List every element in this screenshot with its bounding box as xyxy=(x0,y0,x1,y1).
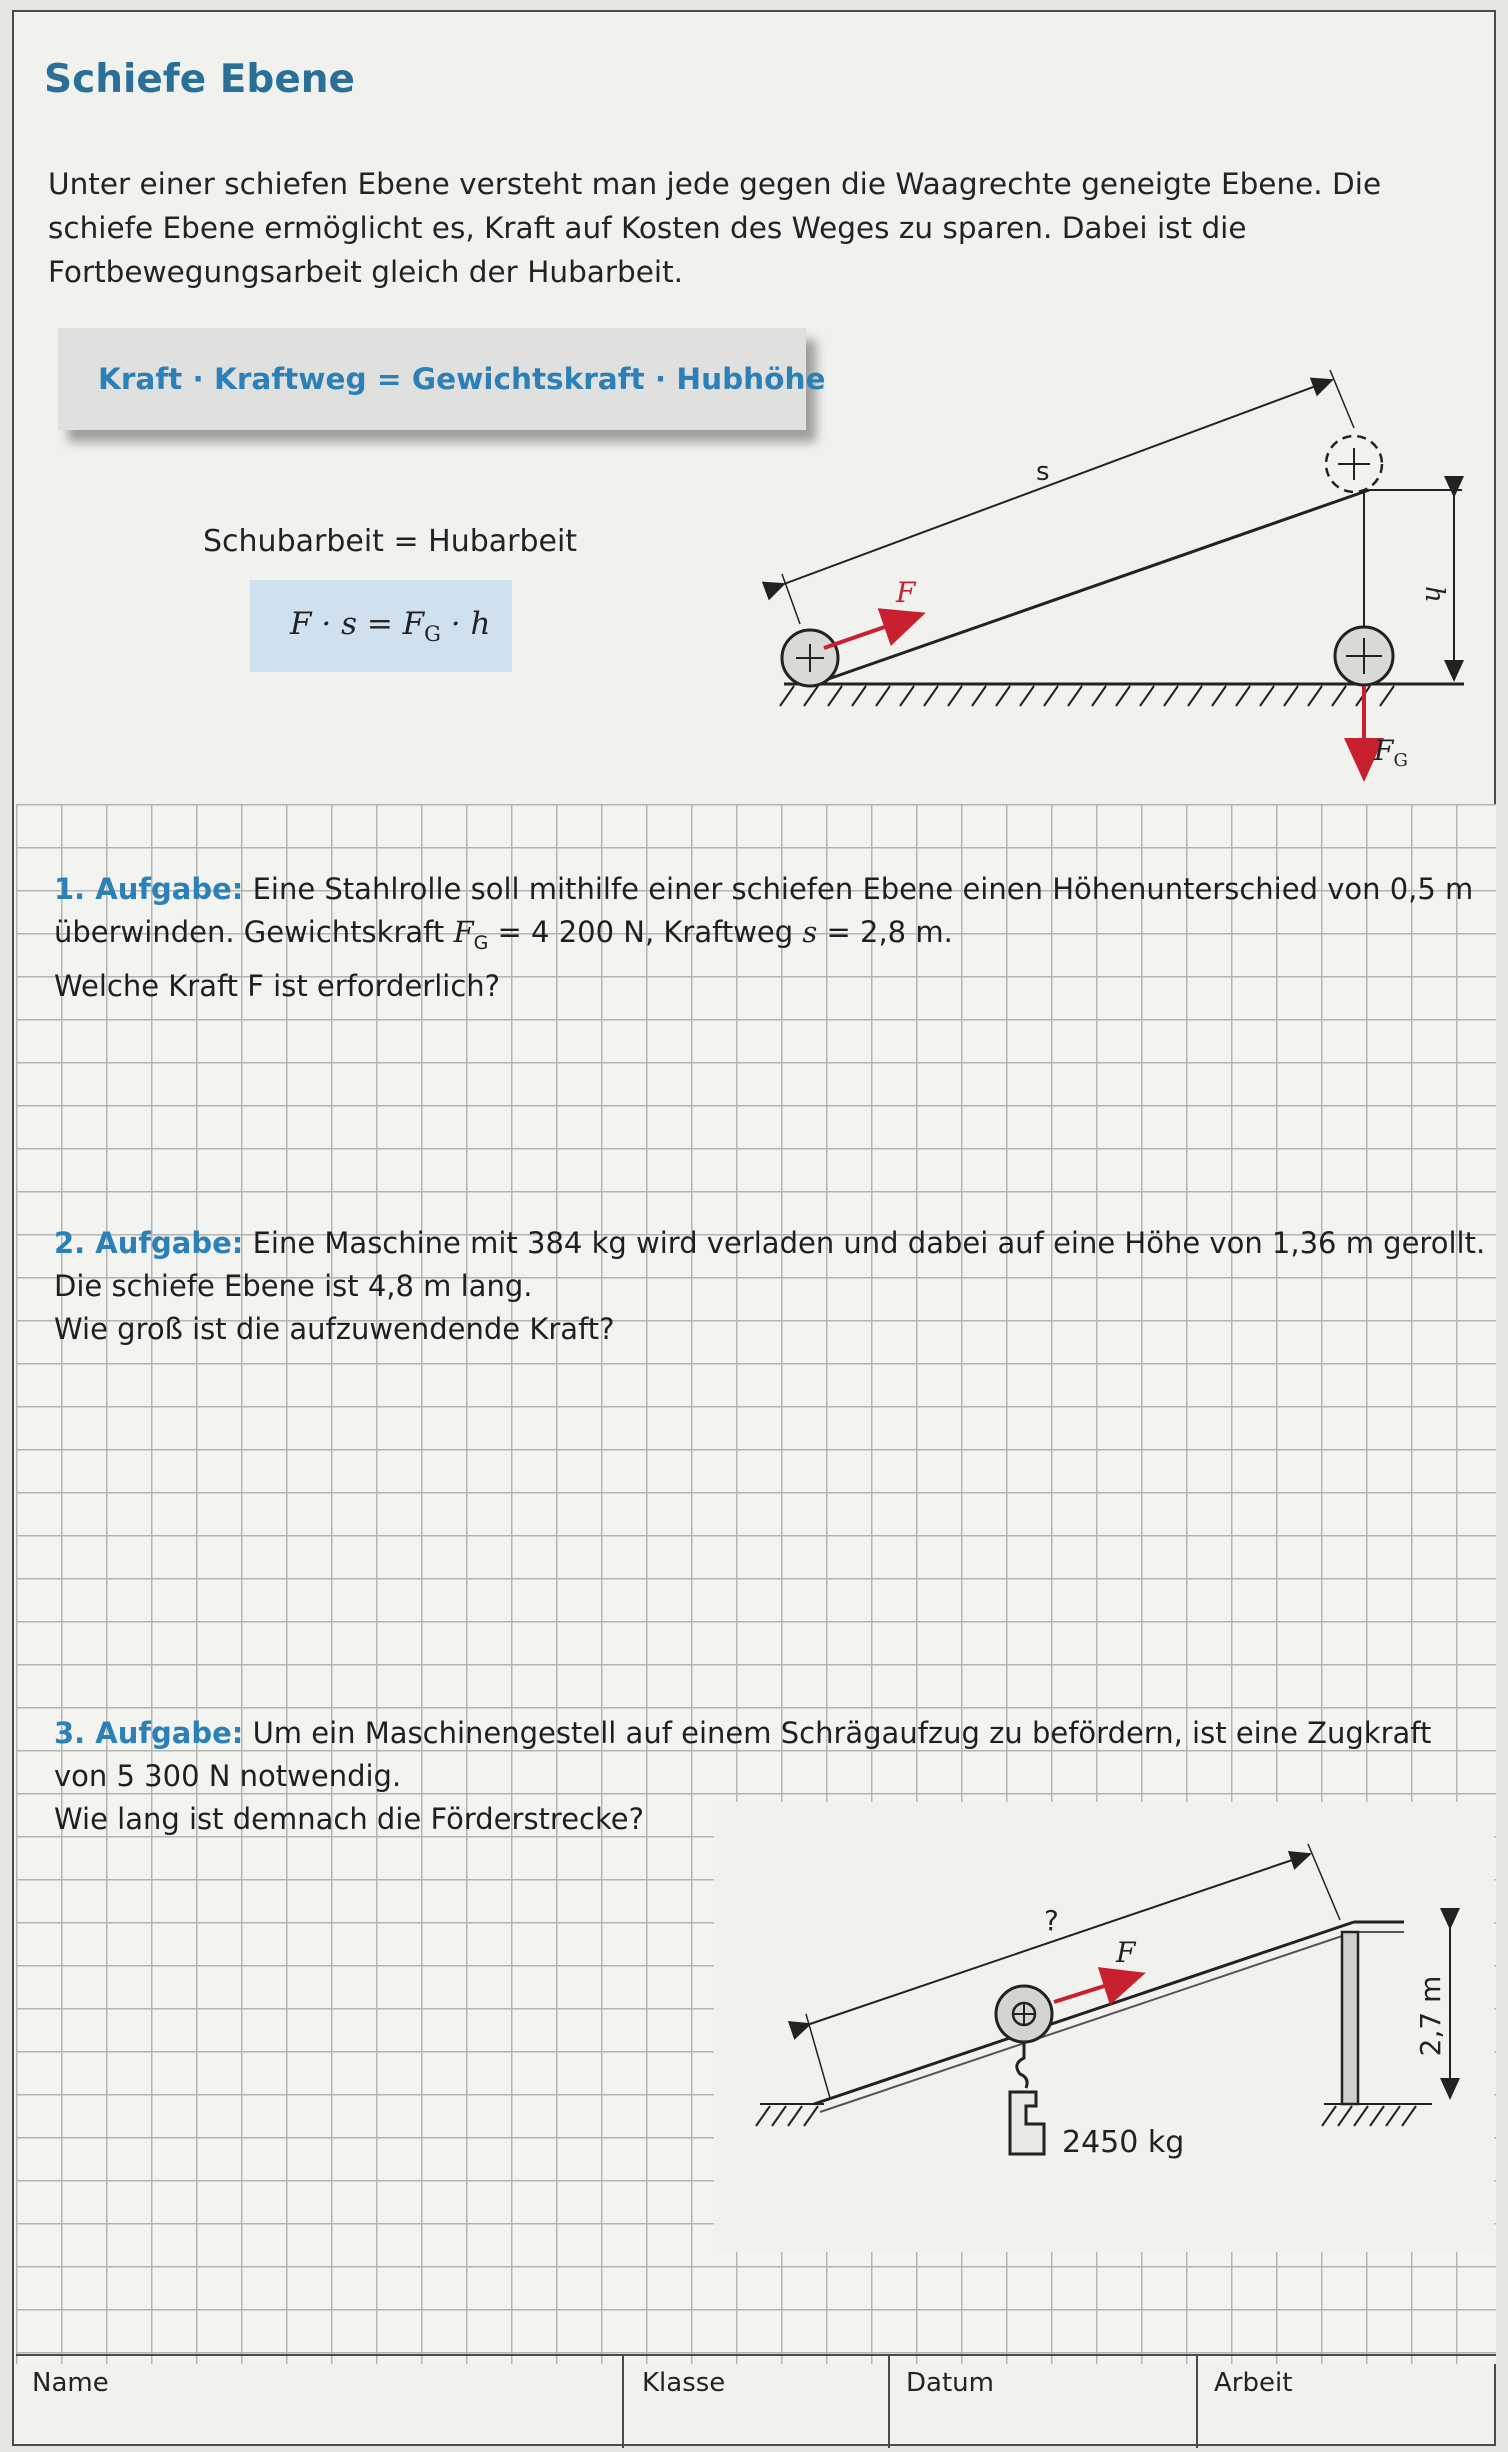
support-pillar xyxy=(1342,1932,1358,2104)
ground-left-hatching xyxy=(756,2106,818,2126)
worksheet xyxy=(12,10,1496,2446)
footer-divider-2 xyxy=(888,2356,890,2448)
task-1-symbol-s: s xyxy=(802,915,818,949)
footer-name-label: Name xyxy=(32,2368,109,2398)
roller-top-dashed xyxy=(1326,436,1382,492)
task-1-text-1: Eine Stahlrolle soll mithilfe einer schiefen Ebene einen Höhenunterschied von 0,5 m xyxy=(243,872,1474,906)
extension-line-left xyxy=(806,2014,830,2098)
formula-right: · h xyxy=(440,606,491,642)
distance-label: s xyxy=(1036,457,1050,487)
inclined-conveyor-diagram xyxy=(714,1802,1494,2252)
trolley-wheel xyxy=(996,1986,1052,2042)
roller-bottom xyxy=(782,630,838,686)
mass-label: 2450 kg xyxy=(1062,2125,1185,2160)
length-label: ? xyxy=(1044,1904,1059,1937)
page-title: Schiefe Ebene xyxy=(44,57,356,102)
task-3-number: 3. Aufgabe: xyxy=(54,1716,244,1750)
force-label: F xyxy=(1116,1936,1136,1969)
task-2-text-1: Eine Maschine mit 384 kg wird verladen und dabei auf eine Höhe von 1,36 m gerollt. xyxy=(243,1226,1486,1260)
task-2 xyxy=(54,1222,1486,1351)
task-2-line-2: Die schiefe Ebene ist 4,8 m lang. xyxy=(54,1269,533,1303)
ground-right-hatching xyxy=(1322,2106,1416,2126)
task-3-line-2: von 5 300 N notwendig. xyxy=(54,1759,402,1793)
extension-line-right xyxy=(1330,370,1354,428)
footer-class-label: Klasse xyxy=(642,2368,726,2398)
height-label: 2,7 m xyxy=(1414,1975,1447,2057)
task-1-line-2 xyxy=(54,911,1474,965)
force-label: F xyxy=(896,576,916,609)
distance-dimension-line xyxy=(784,380,1332,584)
footer-date-label: Datum xyxy=(906,2368,994,2398)
force-arrow xyxy=(824,614,922,648)
load-block xyxy=(1010,2092,1044,2154)
task-1-text-2b: = 4 200 N, Kraftweg xyxy=(488,915,803,949)
task-1-text-2a: überwinden. Gewichtskraft xyxy=(54,915,454,949)
weight-label-sub: G xyxy=(1393,750,1408,771)
work-equation: Schubarbeit = Hubarbeit xyxy=(203,524,578,559)
ground-hatching xyxy=(780,686,1394,706)
conveyor-rail-lower xyxy=(820,1932,1354,2112)
task-1-line-1 xyxy=(54,868,1474,911)
task-2-number: 2. Aufgabe: xyxy=(54,1226,244,1260)
principle-text: Kraft · Kraftweg = Gewichtskraft · Hubhöhe xyxy=(98,362,826,396)
weight-label xyxy=(1373,734,1408,771)
task-3-line-3: Wie lang ist demnach die Förderstrecke? xyxy=(54,1802,644,1836)
task-2-line-3: Wie groß ist die aufzuwendende Kraft? xyxy=(54,1312,615,1346)
height-label: h xyxy=(1419,586,1449,603)
formula-left: F · s = F xyxy=(290,606,425,642)
principle-box xyxy=(58,328,826,430)
intro-paragraph: Unter einer schiefen Ebene versteht man jede gegen die Waagrechte geneigte Ebene. Die schiefe Ebene ermöglicht es, Kraft auf Kosten des Weges zu sparen. Dabei ist die Fortbewegungsarbeit gleich der Hubarbeit. xyxy=(48,167,1382,289)
task-1 xyxy=(54,868,1474,1008)
task-1-symbol-sub: G xyxy=(473,931,489,954)
task-1-symbol-F: F xyxy=(453,915,474,949)
weight-label-main: F xyxy=(1374,734,1394,767)
task-1-line-3: Welche Kraft F ist erforderlich? xyxy=(54,968,501,1003)
formula xyxy=(290,606,490,646)
formula-sub: G xyxy=(424,622,441,647)
task-2-line-1 xyxy=(54,1222,1486,1265)
task-3-text-1: Um ein Maschinengestell auf einem Schrägaufzug zu befördern, ist eine Zugkraft xyxy=(243,1716,1432,1750)
footer-work-label: Arbeit xyxy=(1214,2368,1293,2398)
footer-divider-1 xyxy=(622,2356,624,2448)
task-1-text-2c: = 2,8 m. xyxy=(817,915,953,949)
hook xyxy=(1017,2042,1027,2088)
task-3-line-1 xyxy=(54,1712,1474,1755)
conveyor-rail xyxy=(814,1922,1354,2104)
footer-divider-3 xyxy=(1196,2356,1198,2448)
formula-box xyxy=(250,580,512,672)
roller-right xyxy=(1335,627,1393,685)
extension-line-right xyxy=(1308,1844,1340,1920)
task-1-number: 1. Aufgabe: xyxy=(54,872,244,906)
inclined-plane-diagram xyxy=(754,362,1494,802)
footer xyxy=(16,2354,1496,2448)
